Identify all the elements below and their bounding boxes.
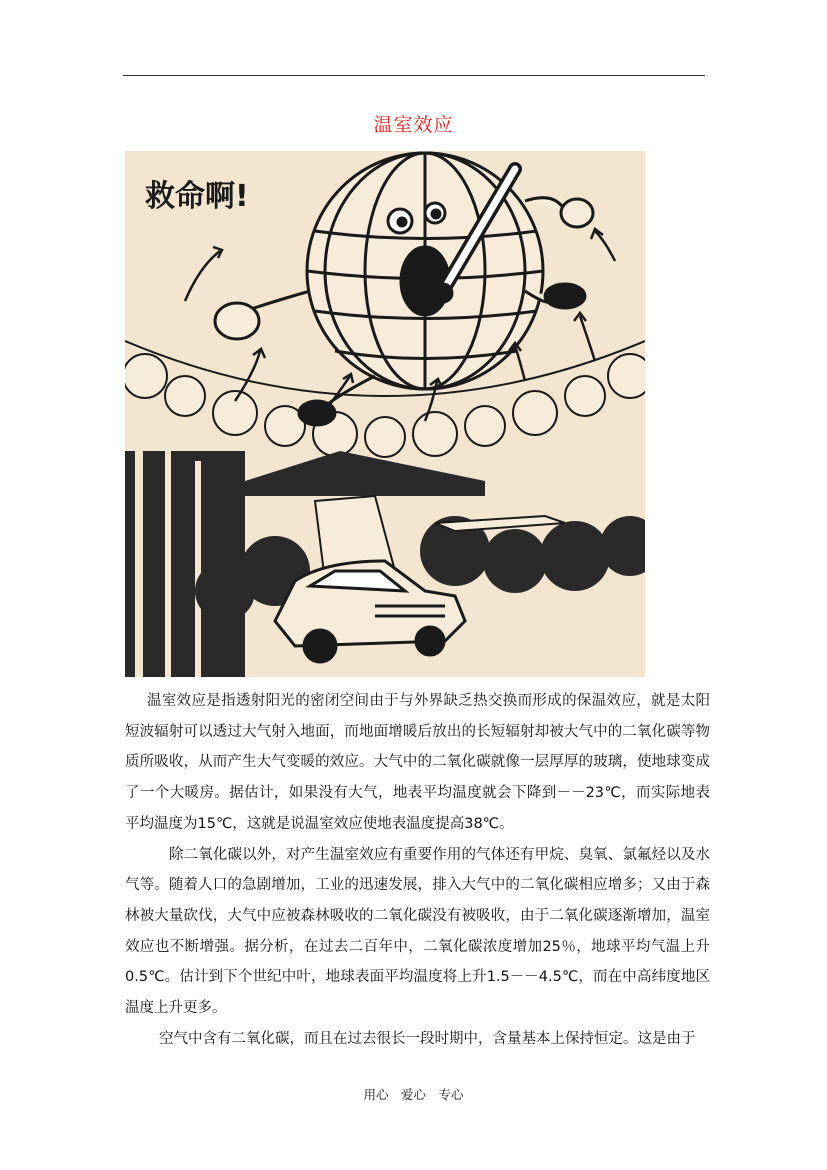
paragraph-2: 除二氧化碳以外，对产生温室效应有重要作用的气体还有甲烷、臭氧、氯氟烃以及水气等。随着人口的急剧增加，工业的迅速发展，排入大气中的二氧化碳相应增多；又由于森林被大量砍伐，大气中应被森林吸收的二氧化碳没有被吸收，由于二氧化碳逐渐增加，温室效应也不断增强。据分析，在过去二百年中，二氧化碳浓度增加25％，地球平均气温上升0.5℃。估计到下个世纪中叶，地球表面平均温度将上升1.5－－4.5℃，而在中高纬度地区温度上升更多。 bbox=[125, 846, 710, 1017]
page-footer: 用心 爱心 专心 bbox=[363, 1087, 464, 1102]
page-title: 温室效应 bbox=[373, 114, 454, 136]
paragraph-3: 空气中含有二氧化碳，而且在过去很长一段时期中，含量基本上保持恒定。这是由于 bbox=[159, 1030, 696, 1047]
greenhouse-cartoon bbox=[125, 151, 645, 677]
cartoon-caption: 救命啊! bbox=[145, 179, 249, 214]
body-text bbox=[125, 686, 710, 1054]
paragraph-1: 温室效应是指透射阳光的密闭空间由于与外界缺乏热交换而形成的保温效应，就是太阳短波辐射可以透过大气射入地面，而地面增暖后放出的长短辐射却被大气中的二氧化碳等物质所吸收，从而产生大气变暖的效应。大气中的二氧化碳就像一层厚厚的玻璃，使地球变成了一个大暖房。据估计，如果没有大气，地表平均温度就会下降到－－23℃，而实际地表平均温度为15℃，这就是说温室效应使地表温度提高38℃。 bbox=[125, 693, 710, 832]
header-rule bbox=[123, 75, 705, 76]
